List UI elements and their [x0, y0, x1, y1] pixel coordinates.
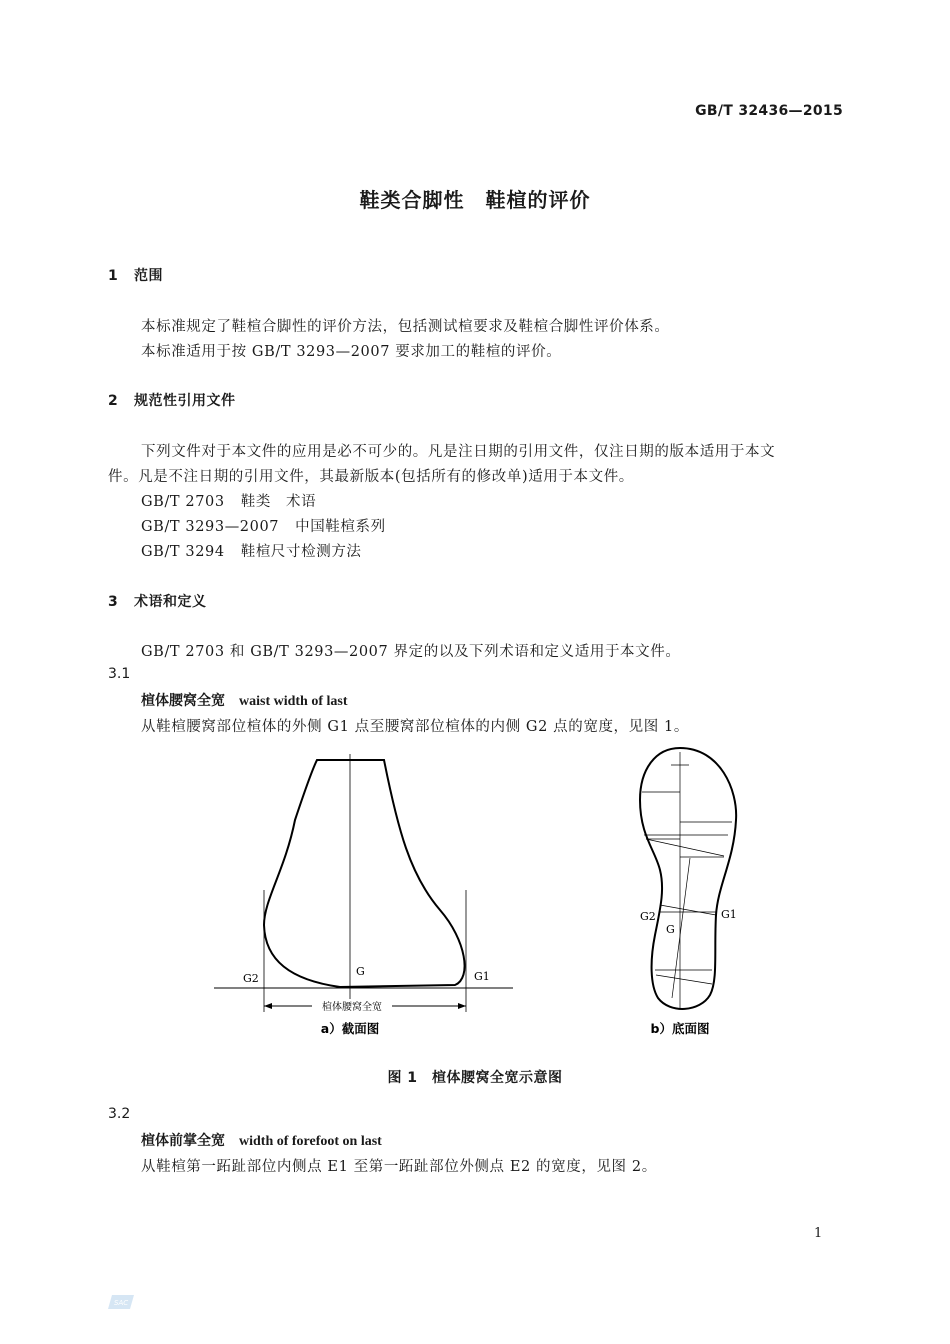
section-number: 2 [108, 393, 119, 409]
term-heading [141, 1130, 382, 1150]
subcaption-b: b）底面图 [650, 1021, 710, 1036]
reference-title: 中国鞋楦系列 [295, 519, 386, 535]
term-definition: 从鞋楦腰窝部位楦体的外侧 G1 点至腰窝部位楦体的内侧 G2 点的宽度，见图 1。 [141, 719, 689, 735]
reference-code: GB/T 3293—2007 [141, 519, 280, 535]
g-diagonal-line [660, 905, 716, 915]
label-g1: G1 [474, 970, 490, 983]
paragraph-line: 下列文件对于本文件的应用是必不可少的。凡是注日期的引用文件，仅注日期的版本适用于本文 [141, 444, 776, 460]
diagonal-line [646, 839, 724, 856]
section-number: 1 [108, 268, 119, 284]
term-definition: 从鞋楦第一跖趾部位内侧点 E1 至第一跖趾部位外侧点 E2 的宽度，见图 2。 [141, 1159, 657, 1175]
reference-code: GB/T 3294 [141, 544, 225, 560]
paragraph: 本标准规定了鞋楦合脚性的评价方法，包括测试楦要求及鞋楦合脚性评价体系。 [141, 319, 670, 335]
section-title: 术语和定义 [134, 594, 207, 610]
page-number: 1 [814, 1226, 823, 1241]
figure-1b-bottom-view [640, 748, 736, 1009]
arrow-left-icon [264, 1003, 272, 1009]
label-g: G [666, 923, 675, 936]
reference-title: 鞋楦尺寸检测方法 [240, 544, 362, 560]
clause-number: 3.1 [108, 666, 131, 682]
diagonal-line [656, 975, 712, 984]
term-english: waist width of last [239, 694, 348, 709]
term-chinese: 楦体腰窝全宽 [141, 693, 225, 709]
svg-text:SAC: SAC [114, 1299, 129, 1307]
section-title: 规范性引用文件 [134, 393, 236, 409]
paragraph-line: 件。凡是不注日期的引用文件，其最新版本(包括所有的修改单)适用于本文件。 [108, 469, 634, 485]
clause-number: 3.2 [108, 1106, 131, 1122]
section-title: 范围 [134, 268, 163, 284]
reference-title: 鞋类 术语 [240, 494, 317, 510]
term-chinese: 楦体前掌全宽 [141, 1133, 225, 1149]
label-g1: G1 [721, 908, 737, 921]
document-title: 鞋类合脚性 鞋楦的评价 [359, 188, 591, 212]
term-english: width of forefoot on last [239, 1134, 382, 1149]
label-g2: G2 [243, 972, 259, 985]
paragraph: GB/T 2703 和 GB/T 3293—2007 界定的以及下列术语和定义适用于本文件。 [141, 644, 681, 660]
figure-caption: 图 1 楦体腰窝全宽示意图 [387, 1070, 563, 1086]
paragraph: 本标准适用于按 GB/T 3293—2007 要求加工的鞋楦的评价。 [141, 344, 562, 360]
last-section-outline [264, 760, 465, 987]
label-g: G [356, 965, 365, 978]
section-number: 3 [108, 594, 119, 610]
arrow-right-icon [458, 1003, 466, 1009]
standard-code: GB/T 32436—2015 [695, 103, 843, 119]
sac-logo-icon [108, 1291, 136, 1313]
reference-code: GB/T 2703 [141, 494, 225, 510]
dimension-label: 楦体腰窝全宽 [322, 1002, 382, 1013]
subcaption-a: a）截面图 [320, 1021, 380, 1036]
label-g2: G2 [640, 910, 656, 923]
